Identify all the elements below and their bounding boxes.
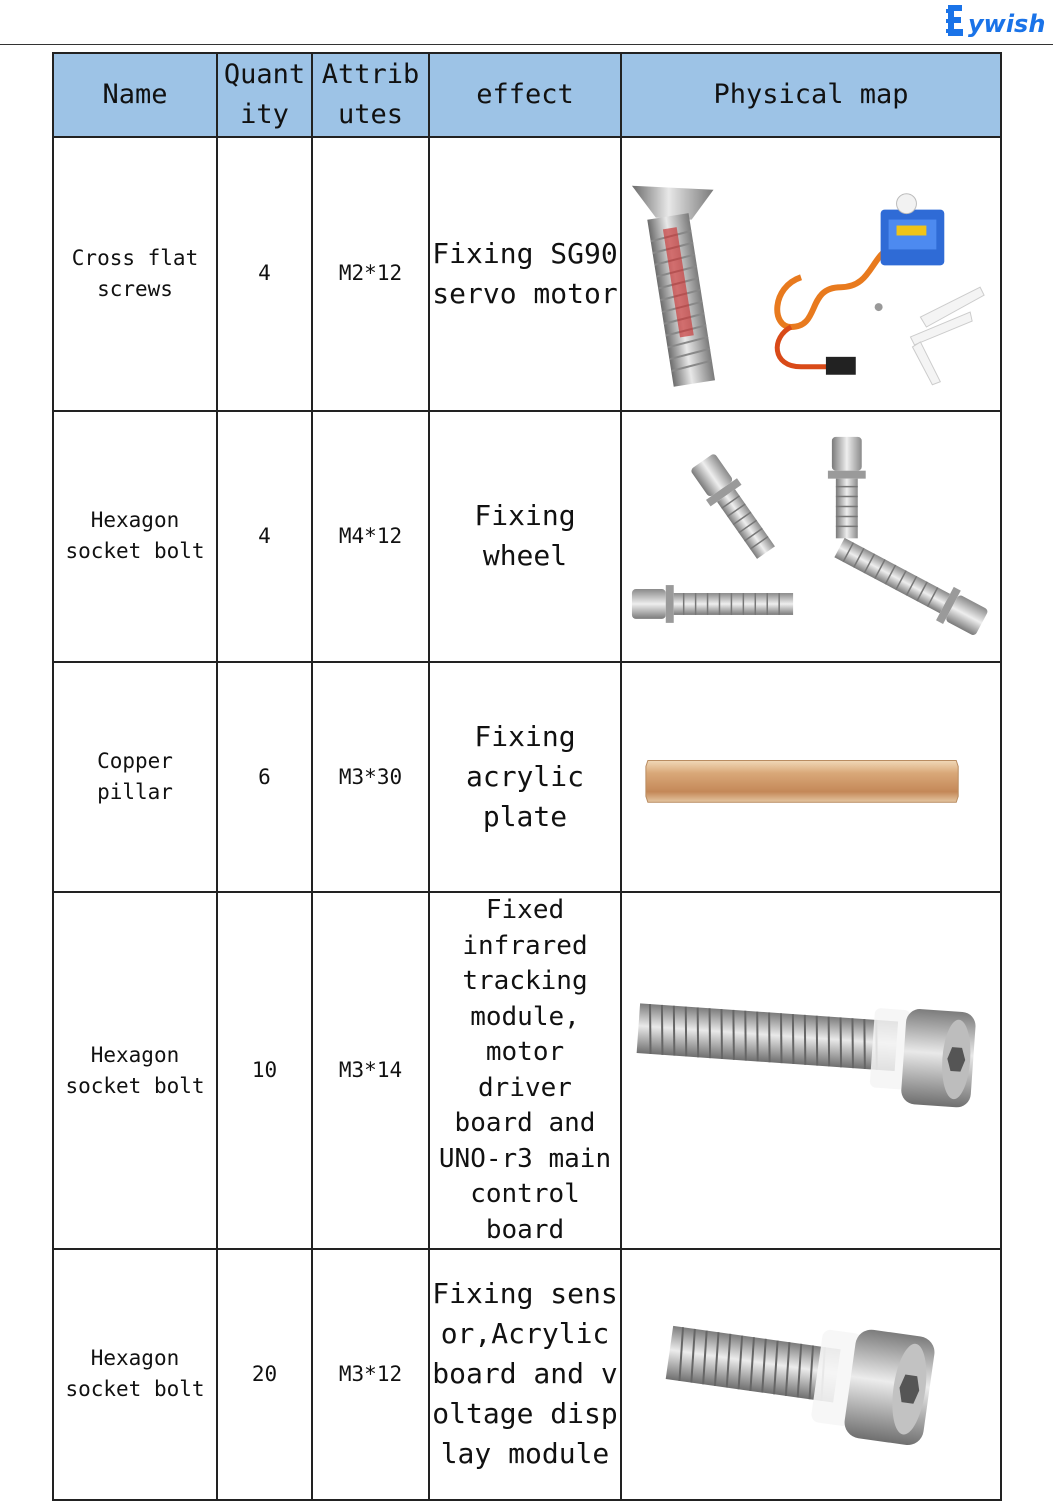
hex-bolts-picture [622,412,1000,662]
table-row [53,1249,1001,1500]
cell-name: Cross flat screws [53,137,217,411]
cell-attributes: M3*14 [312,892,429,1249]
brand-logo [944,2,1045,42]
header-effect: effect [429,53,621,137]
cell-picture [621,411,1001,663]
cell-effect: Fixing SG90 servo motor [429,137,621,411]
header-physical-map: Physical map [621,53,1001,137]
hex-bolt-long-picture [622,920,1000,1221]
cell-name: Hexagon socket bolt [53,411,217,663]
cell-quantity: 6 [217,662,312,892]
cell-picture [621,892,1001,1249]
cell-attributes: M3*30 [312,662,429,892]
table-header-row [53,53,1001,137]
cell-quantity: 4 [217,137,312,411]
cell-attributes: M2*12 [312,137,429,411]
table-row [53,411,1001,663]
cell-name: Hexagon socket bolt [53,892,217,1249]
table-row [53,892,1001,1249]
cell-quantity: 20 [217,1249,312,1500]
cell-effect: Fixed infrared tracking module, motor driver board and UNO-r3 main control board [429,892,621,1249]
table-row [53,137,1001,411]
cell-picture [621,137,1001,411]
cell-effect: Fixing wheel [429,411,621,663]
table-row [53,662,1001,892]
cell-name: Copper pillar [53,662,217,892]
header-quantity: Quantity [217,53,312,137]
parts-table [52,52,1002,1501]
cell-quantity: 10 [217,892,312,1249]
cell-quantity: 4 [217,411,312,663]
cell-effect: Fixing sensor,Acrylic board and voltage display module [429,1249,621,1500]
brand-name: ywish [968,10,1046,38]
hex-bolt-short-picture [622,1250,1000,1499]
cell-picture [621,1249,1001,1500]
cell-picture [621,662,1001,892]
header-attributes: Attributes [312,53,429,137]
flat-screw-servo-picture [622,138,1000,410]
header-name: Name [53,53,217,137]
cell-attributes: M4*12 [312,411,429,663]
header-rule [0,44,1053,45]
gear-icon [944,3,970,41]
copper-standoff-picture [622,663,1000,891]
cell-effect: Fixing acrylic plate [429,662,621,892]
cell-name: Hexagon socket bolt [53,1249,217,1500]
cell-attributes: M3*12 [312,1249,429,1500]
